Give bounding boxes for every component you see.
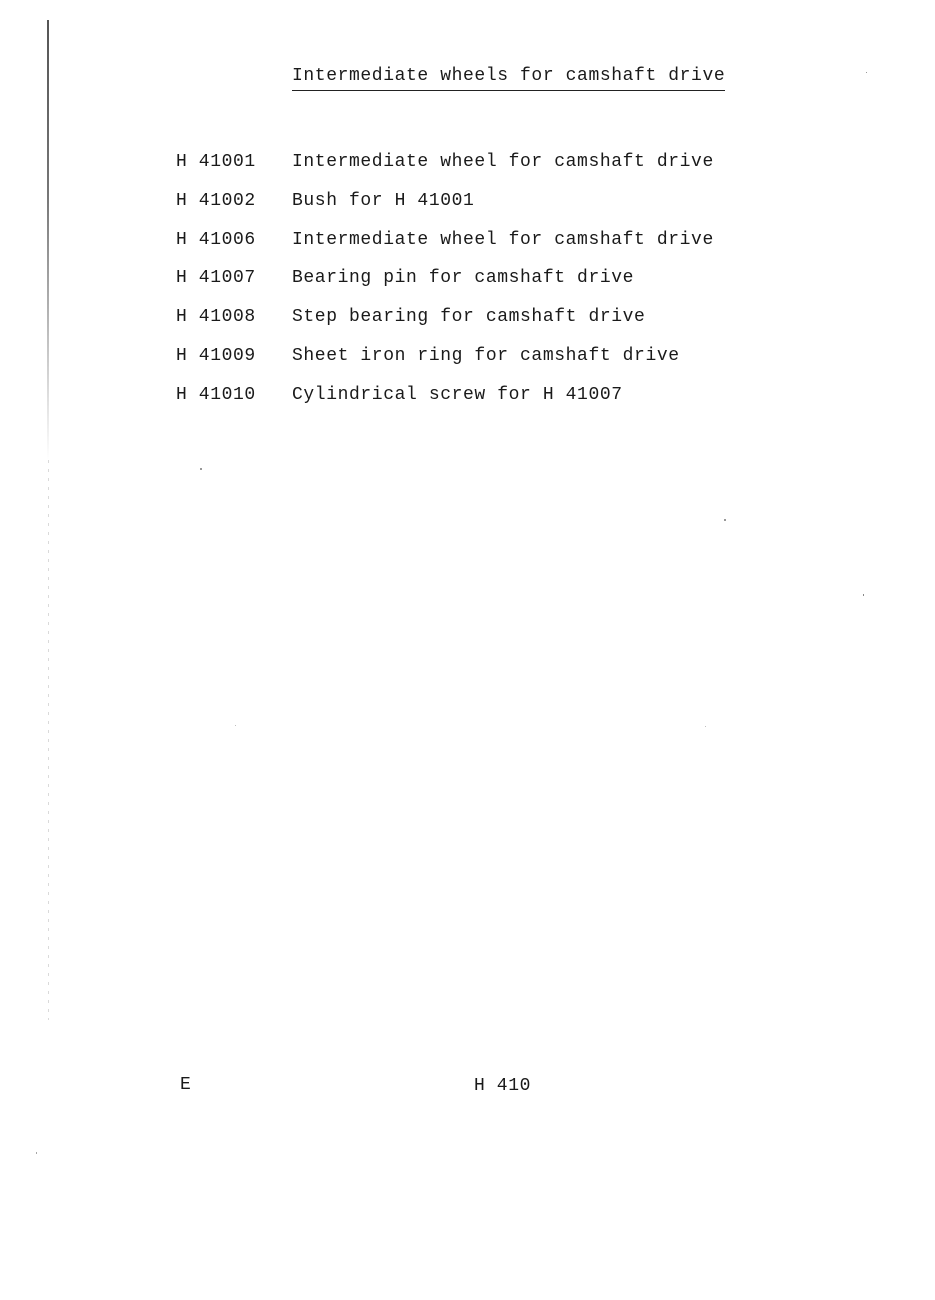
part-number: H 41001 — [176, 152, 256, 172]
part-description: Sheet iron ring for camshaft drive — [292, 345, 680, 366]
part-row-1 — [176, 152, 714, 191]
scan-binding-edge-trace — [48, 460, 49, 1020]
part-description: Intermediate wheel for camshaft drive — [292, 152, 714, 172]
part-description: Bearing pin for camshaft drive — [292, 268, 635, 289]
footer-page-id: H 410 — [474, 1076, 532, 1096]
scan-speck — [724, 519, 726, 521]
part-number: H 41010 — [176, 384, 256, 405]
page-title: Intermediate wheels for camshaft drive — [292, 66, 725, 91]
part-number: H 41007 — [176, 268, 256, 289]
part-row-6 — [176, 346, 714, 385]
footer-language-code: E — [180, 1075, 191, 1095]
scan-speck — [36, 1152, 37, 1154]
scan-speck — [866, 72, 867, 73]
part-row-4 — [176, 268, 714, 307]
part-number: H 41006 — [176, 229, 256, 250]
scan-binding-edge — [47, 20, 49, 460]
part-description: Intermediate wheel for camshaft drive — [292, 229, 714, 250]
part-number: H 41002 — [176, 190, 256, 211]
scan-speck — [200, 468, 202, 470]
part-description: Step bearing for camshaft drive — [292, 307, 646, 328]
scan-speck — [705, 726, 706, 727]
part-description: Cylindrical screw for H 41007 — [292, 384, 623, 405]
part-row-3 — [176, 230, 714, 269]
part-row-7 — [176, 385, 714, 424]
part-description: Bush for H 41001 — [292, 190, 475, 211]
part-row-2 — [176, 191, 714, 230]
part-number: H 41008 — [176, 307, 256, 328]
parts-list — [176, 152, 714, 424]
part-number: H 41009 — [176, 345, 256, 366]
scan-speck — [863, 594, 864, 596]
part-row-5 — [176, 307, 714, 346]
scan-speck — [235, 725, 236, 726]
